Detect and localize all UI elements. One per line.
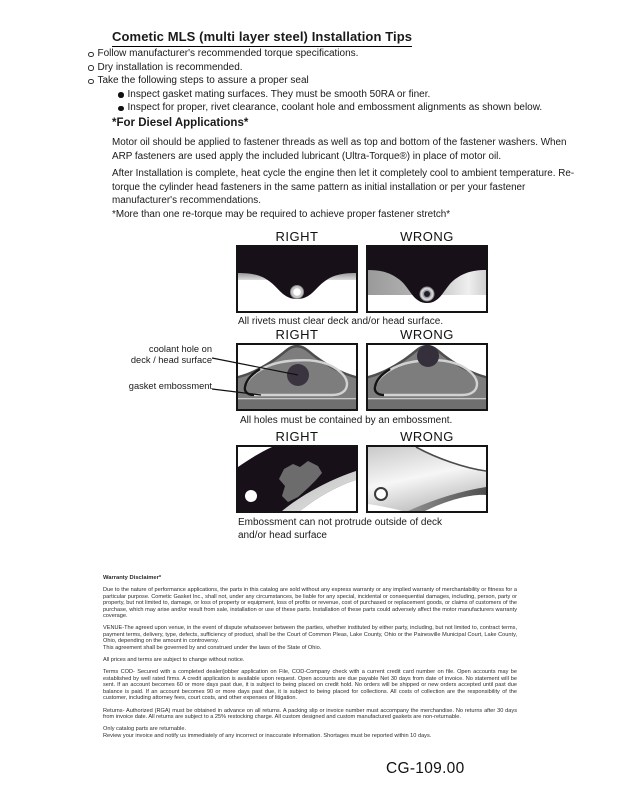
right-label-row3: RIGHT (275, 429, 319, 444)
tip-text: Take the following steps to assure a proper seal (97, 75, 309, 86)
open-bullet-icon (88, 52, 94, 58)
disclaimer-paragraph: Due to the nature of performance applications, the parts in this catalog are sold without any express warranty or any implied warranty of merchantability or fitness for a particular purpose. Cometic Gasket Inc., shall not, under any circumstances, be liable for any special, incidental or consequential damages, including, person, party or property, but not limited to, damage, or loss of property or equipment, loss of profits or revenue, cost of purchased or replacement goods, or claims of customers of the purchase, which may arise and/or result from sale, installation or use of these parts. Installation of these parts could adversely affect the motor manufacturers warranty coverage. (103, 587, 517, 620)
rivet-clear-right-illustration (238, 247, 356, 311)
hole-contained-wrong-illustration (368, 345, 486, 409)
wrong-label-row1: WRONG (400, 229, 454, 244)
tip-text: Follow manufacturer's recommended torque specifications. (97, 48, 359, 59)
list-item (88, 74, 618, 88)
diagram-embossment-right (236, 445, 358, 513)
venue-paragraph (103, 625, 517, 651)
open-bullet-icon (88, 65, 94, 71)
filled-bullet-icon (118, 92, 124, 98)
diagram-rivet-right (236, 245, 358, 313)
list-item (118, 88, 618, 102)
gasket-embossment-label: gasket embossment (128, 381, 212, 391)
coolant-hole-label (90, 344, 212, 365)
tip-text: Dry installation is recommended. (97, 61, 243, 73)
diagram-hole-right (236, 343, 358, 411)
catalog-code: CG-109.00 (386, 760, 465, 777)
terms-paragraph: Terms COD- Secured with a completed dealer/jobber application on File, COD-Company check with a current credit card number on file. Open accounts may be established by well rated firms. A credit application is available upon request. Open accounts are due payable Net 30 days from date of invoice. No statement will be sent. If an account becomes 60 or more days past due, it is subject to being placed on credit hold. No orders will be shipped or new orders accepted until past due balance is paid. If an account becomes 90 or more days past due, it is subject to being placed for collections. All costs of collection are the responsibility of the customer, including attorney fees, court costs, and other expenses of litigation. (103, 669, 517, 702)
catalog-parts-line2: Review your invoice and notify us immediately of any incorrect or inaccurate information. Shortages must be reported within 10 days. (103, 732, 432, 739)
prices-paragraph: All prices and terms are subject to change without notice. (103, 657, 245, 664)
installation-tips-list (88, 47, 618, 115)
wrong-label-row3: WRONG (400, 429, 454, 444)
venue-text: VENUE-The agreed upon venue, in the event of dispute whatsoever between the parties, whether instituted by either party, including, but not limited to, contract terms, payment terms, delivery, type, defects, sufficiency of product, shall be the Court of Common Pleas, Lake County, Ohio or the Painesville Municipal Court, Lake County, Ohio, depending on the amount in controversy. (103, 625, 517, 645)
diagram-hole-wrong (366, 343, 488, 411)
diagram-embossment-wrong (366, 445, 488, 513)
tip-text: Inspect for proper, rivet clearance, coolant hole and embossment alignments as shown below. (127, 102, 543, 113)
row3-caption (238, 517, 488, 542)
diagram-rivet-wrong (366, 245, 488, 313)
returns-paragraph: Returns- Authorized (RGA) must be obtained in advance on all returns. A packing slip or invoice number must accompany the merchandise. No returns after 30 days from invoice date. All returns are subject to a 25% restocking charge. All custom designed and custom manufactured gaskets are non-returnable. (103, 707, 517, 720)
embossment-right-illustration (238, 447, 356, 511)
catalog-parts-paragraph (103, 726, 517, 739)
diesel-retorque-note: *More than one re-torque may be required to achieve proper fastener stretch* (112, 209, 451, 220)
diesel-paragraph-2: After Installation is complete, heat cycle the engine then let it completely cool to ambient temperature. Re-torque the cylinder head fasteners in the same pattern as initial installation or per your fastener manufacturer's recommendations. (112, 168, 575, 207)
coolant-hole-label-line2: deck / head surface (130, 354, 212, 365)
right-label-row2: RIGHT (275, 327, 319, 342)
coolant-hole-label-line1: coolant hole on (148, 344, 212, 354)
governing-law-text: This agreement shall be governed by and construed under the laws of the State of Ohio. (103, 644, 322, 651)
diesel-paragraph-1: Motor oil should be applied to fastener threads as well as top and bottom of the fastener washers. When ARP fasteners are used apply the included lubricant (Ultra-Torque®) in place of motor oil. (112, 137, 567, 162)
row3-caption-line1: Embossment can not protrude outside of deck (238, 517, 443, 528)
row2-caption: All holes must be contained by an embossment. (240, 415, 453, 426)
page-title: Cometic MLS (multi layer steel) Installation Tips (112, 29, 412, 47)
catalog-parts-line1: Only catalog parts are returnable. (103, 726, 187, 733)
filled-bullet-icon (118, 106, 124, 112)
hole-contained-right-illustration (238, 345, 356, 409)
row3-caption-line2: and/or head surface (238, 529, 327, 541)
warranty-disclaimer (103, 575, 517, 745)
rivet-clear-wrong-illustration (368, 247, 486, 311)
wrong-label-row2: WRONG (400, 327, 454, 342)
tip-text: Inspect gasket mating surfaces. They must be smooth 50RA or finer. (127, 88, 431, 100)
list-item (118, 101, 618, 115)
open-bullet-icon (88, 79, 94, 85)
list-item (88, 47, 618, 61)
row1-caption: All rivets must clear deck and/or head surface. (238, 316, 444, 327)
list-item (88, 61, 618, 75)
diesel-section-heading: *For Diesel Applications* (112, 117, 249, 129)
right-label-row1: RIGHT (275, 229, 319, 244)
disclaimer-heading: Warranty Disclaimer* (103, 575, 162, 581)
embossment-wrong-illustration (368, 447, 486, 511)
